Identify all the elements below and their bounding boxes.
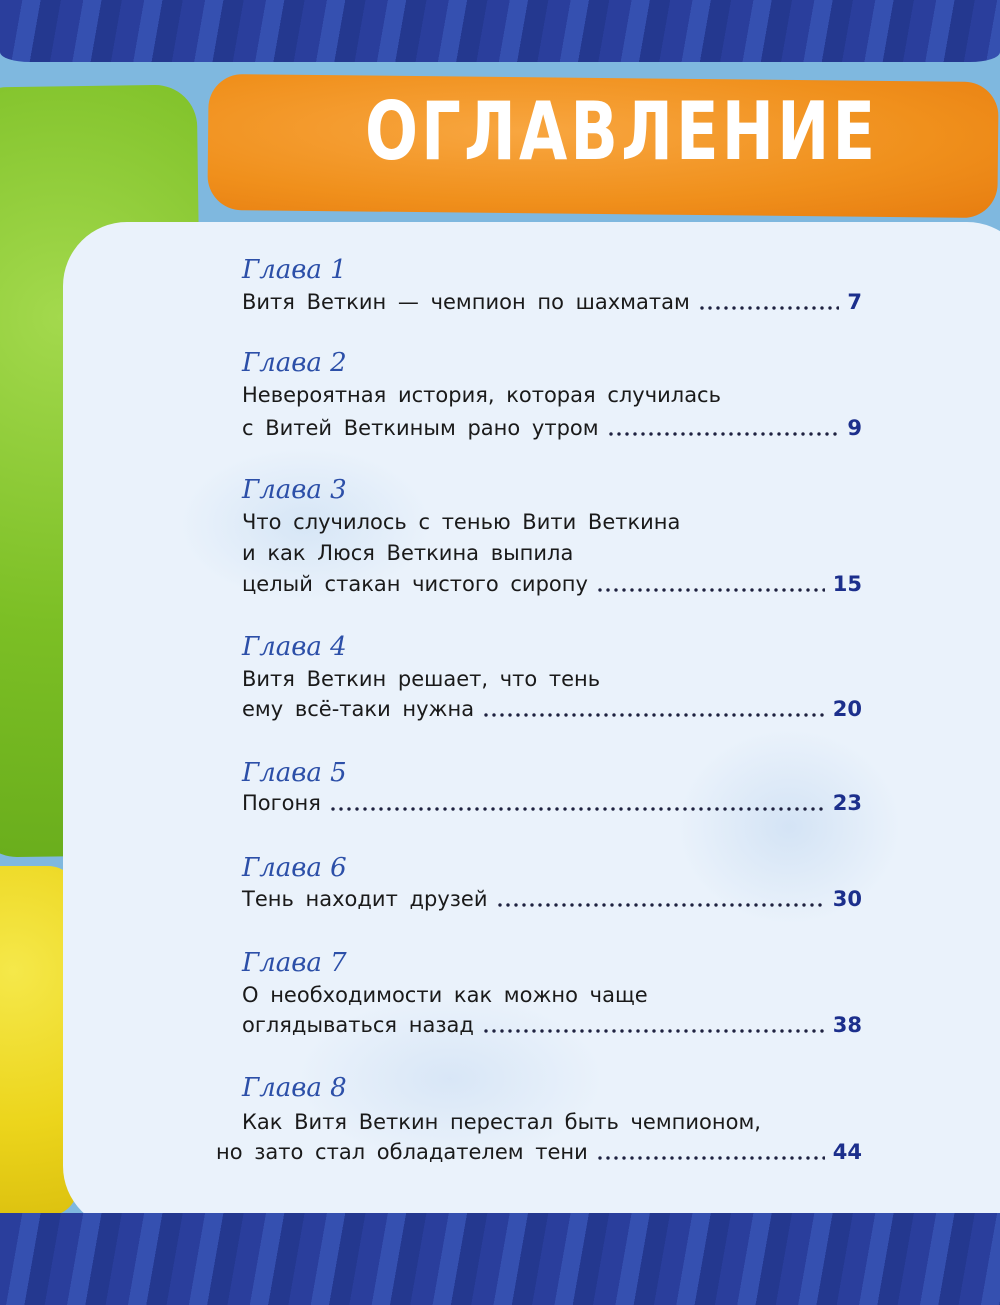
chapter-1-title: Витя Веткин — чемпион по шахматам [242,290,690,314]
chapter-6-entry[interactable] [242,882,862,916]
chapter-4-title-line-2: ему всё-таки нужна [242,697,475,721]
chapter-7-entry[interactable] [242,1008,862,1042]
chapter-4-entry[interactable] [242,692,862,726]
dot-leader [329,806,825,812]
dot-leader [698,305,840,311]
chapter-4-label: Глава 4 [242,632,347,662]
chapter-8-entry[interactable] [216,1135,862,1169]
chapter-2-entry[interactable] [242,411,862,445]
chapter-1-label: Глава 1 [242,255,347,285]
chapter-5-page-number: 23 [832,791,862,815]
dot-leader [596,1155,825,1161]
chapter-2-title-line-2: с Витей Веткиным рано утром [242,416,599,440]
dot-leader [482,1028,825,1034]
chapter-3-title-line-3: целый стакан чистого сиропу [242,572,588,596]
chapter-2-label: Глава 2 [242,348,347,378]
chapter-5-label: Глава 5 [242,758,347,788]
chapter-8-title-line-1: Как Витя Веткин перестал быть чемпионом, [242,1110,761,1134]
page-title: ОГЛАВЛЕНИЕ [365,85,879,178]
chapter-2-page-number: 9 [847,416,862,440]
chapter-8-label: Глава 8 [242,1073,347,1103]
chapter-3-page-number: 15 [832,572,862,596]
chapter-3-entry[interactable] [242,567,862,601]
chapter-2-title-line-1: Невероятная история, которая случилась [242,383,721,407]
chapter-7-title-line-2: оглядываться назад [242,1013,474,1037]
chapter-5-title: Погоня [242,791,321,815]
dot-leader [607,431,840,437]
chapter-4-title-line-1: Витя Веткин решает, что тень [242,667,601,691]
chapter-7-label: Глава 7 [242,948,347,978]
chapter-3-title-line-1: Что случилось с тенью Вити Веткина [242,510,681,534]
chapter-5-entry[interactable] [242,786,862,820]
chapter-3-label: Глава 3 [242,475,347,505]
chapter-7-page-number: 38 [832,1013,862,1037]
chapter-6-label: Глава 6 [242,853,347,883]
chapter-6-page-number: 30 [832,887,862,911]
chapter-1-page-number: 7 [847,290,862,314]
chapter-3-title-line-2: и как Люся Веткина выпила [242,541,574,565]
dot-leader [496,902,825,908]
dot-leader [482,712,825,718]
chapter-6-title: Тень находит друзей [242,887,488,911]
dot-leader [596,587,825,593]
chapter-8-page-number: 44 [832,1140,862,1164]
chapter-8-title-line-2: но зато стал обладателем тени [216,1140,588,1164]
chapter-1-entry[interactable] [242,285,862,319]
chapter-4-page-number: 20 [832,697,862,721]
chapter-7-title-line-1: О необходимости как можно чаще [242,983,648,1007]
